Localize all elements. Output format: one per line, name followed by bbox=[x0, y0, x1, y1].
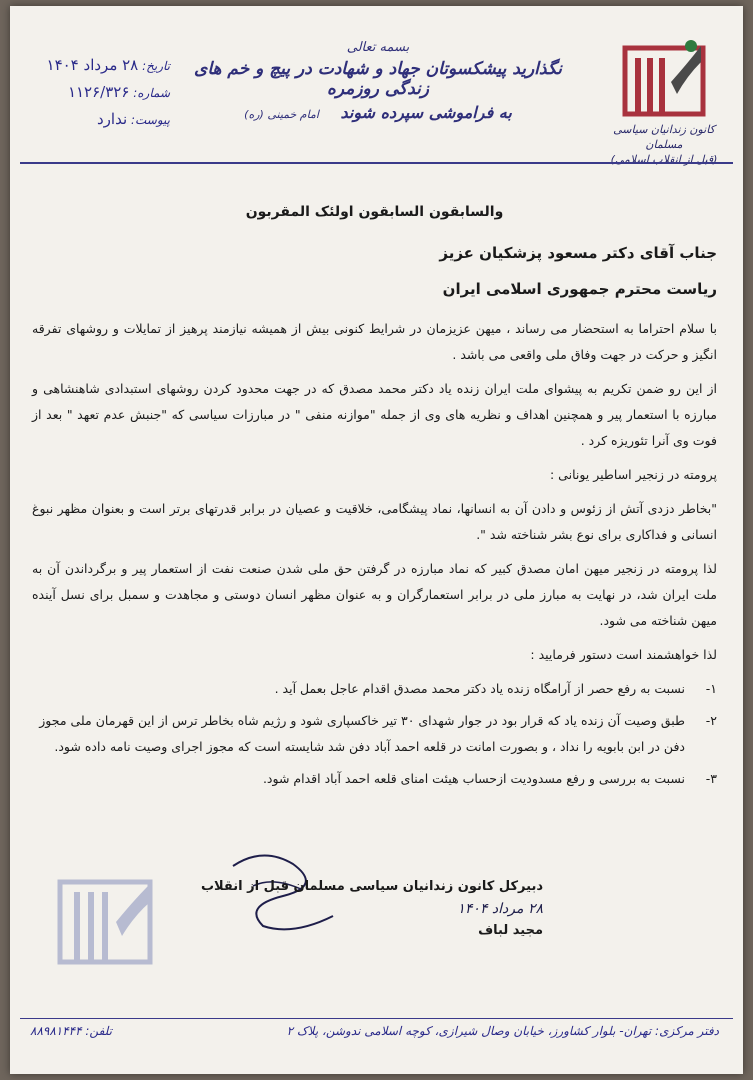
request-number: ۲- bbox=[705, 713, 717, 728]
paragraph-5: لذا پرومته در زنجیر میهن امان مصدق کبیر که نماد مبارزه در گرفتن حق ملی شدن صنعت نفت از استعمار پیر و برگرداندن آن به ملت ایران شد، در نهایت به مبارز ملی در برابر استعمارگران و به عنوان مظهر انسان دوستی و مجاهدت و سمبل برای نسل آینده میهن شناخته می شود. bbox=[32, 561, 717, 628]
org-subtitle: (قبل از انقلاب اسلامی) bbox=[610, 153, 718, 166]
org-name: کانون زندانیان سیاسی مسلمان bbox=[613, 123, 715, 151]
quote-line-2 bbox=[183, 103, 573, 122]
phone-number: ۸۸۹۸۱۴۴۴ bbox=[30, 1024, 82, 1038]
addressee-name: جناب آقای دکتر مسعود پزشکیان عزیز bbox=[439, 244, 717, 262]
letter-body bbox=[32, 204, 717, 798]
footer bbox=[20, 1024, 733, 1050]
request-number: ۳- bbox=[705, 771, 717, 786]
request-item-1 bbox=[32, 676, 717, 702]
letter-page bbox=[10, 6, 743, 1074]
request-item-2 bbox=[32, 708, 717, 760]
logo-mark-icon bbox=[621, 38, 707, 118]
paragraph-6: لذا خواهشمند است دستور فرمایید : bbox=[530, 647, 717, 662]
quote-line-2-text: به فراموشی سپرده شوند bbox=[340, 103, 512, 122]
quote-line-1: نگذارید پیشکسوتان جهاد و شهادت در پیچ و خم های زندگی روزمره bbox=[194, 59, 562, 99]
letter-meta bbox=[20, 52, 170, 133]
quote-attribution: امام خمینی (ره) bbox=[244, 108, 319, 121]
footer-divider bbox=[20, 1018, 733, 1019]
number-value: ۱۱۲۶/۳۲۶ bbox=[67, 83, 130, 101]
signature-block bbox=[201, 876, 543, 942]
paragraph-2: از این رو ضمن تکریم به پیشوای ملت ایران زنده یاد دکتر محمد مصدق که در جهت محدود کردن روشهای استبدادی شاهنشاهی و مبارزه با استعمار پیر و همچنین اهداف و نظریه های وی از جمله "موازنه منفی " در مبارزات سیاسی که "جنبش عدم تعهد " بعد از فوت وی آنرا تئوریزه کرد . bbox=[32, 381, 717, 448]
verse: والسابقون السابقون اولئک المقربون bbox=[245, 204, 504, 220]
phone-label: تلفن: bbox=[85, 1024, 112, 1038]
request-text: نسبت به بررسی و رفع مسدودیت ازحساب هیئت امنای قلعه احمد آباد اقدام شود. bbox=[262, 771, 685, 786]
request-number: ۱- bbox=[705, 681, 717, 696]
attachment-value: ندارد bbox=[96, 110, 128, 128]
paragraph-3: پرومته در زنجیر اساطیر یونانی : bbox=[549, 467, 717, 482]
signer-title: دبیرکل کانون زندانیان سیاسی مسلمان قبل از انقلاب bbox=[200, 879, 543, 894]
footer-address: دفتر مرکزی: تهران- بلوار کشاورز، خیابان وصال شیرازی، کوچه اسلامی ندوشن، پلاک ۲ bbox=[286, 1024, 719, 1038]
request-text: طبق وصیت آن زنده یاد که قرار بود در جوار شهدای ۳۰ تیر خاکسپاری شود و رژیم شاه بخاطر ترس از این قهرمان ملی مجوز دفن در ابن بابویه را نداد ، و بصورت امانت در قلعه احمد آباد دفن شد شایسته است که مجوز اجرای وصیت نامه داده شود. bbox=[39, 713, 685, 754]
request-text: نسبت به رفع حصر از آرامگاه زنده یاد دکتر محمد مصدق اقدام عاجل بعمل آید . bbox=[274, 681, 685, 696]
footer-phone bbox=[30, 1024, 112, 1038]
attachment-line bbox=[20, 106, 170, 133]
number-label: شماره: bbox=[133, 86, 170, 100]
date-line bbox=[20, 52, 170, 79]
header-quote bbox=[183, 40, 573, 122]
addressee-title: ریاست محترم جمهوری اسلامی ایران bbox=[442, 280, 717, 298]
bismillah: بسمه تعالی bbox=[346, 40, 410, 55]
date-value: ۲۸ مرداد ۱۴۰۴ bbox=[46, 56, 139, 74]
signer-name: مجید لباف bbox=[478, 923, 543, 938]
organization-logo bbox=[605, 38, 723, 166]
attachment-label: پیوست: bbox=[130, 113, 170, 127]
number-line bbox=[20, 79, 170, 106]
paragraph-4: "بخاطر دزدی آتش از زئوس و دادن آن به انسانها، نماد پیشگامی، خلاقیت و عصیان در برابر قدرتهای برتر است و بعنوان مظهر نبوغ انسانی و فداکاری برای نوع بشر شناخته شد ". bbox=[32, 501, 717, 542]
date-label: تاریخ: bbox=[142, 59, 170, 73]
header-divider bbox=[20, 162, 733, 164]
stamp-icon bbox=[50, 872, 170, 982]
paragraph-1: با سلام احتراما به استحضار می رساند ، میهن عزیزمان در شرایط کنونی بیش از همیشه نیازمند پرهیز از تمایلات و روشهای تفرقه انگیز و حرکت در جهت وفاق ملی واقعی می باشد . bbox=[32, 321, 717, 362]
request-item-3 bbox=[32, 766, 717, 792]
signature-date: ۲۸ مرداد ۱۴۰۴ bbox=[457, 901, 543, 917]
